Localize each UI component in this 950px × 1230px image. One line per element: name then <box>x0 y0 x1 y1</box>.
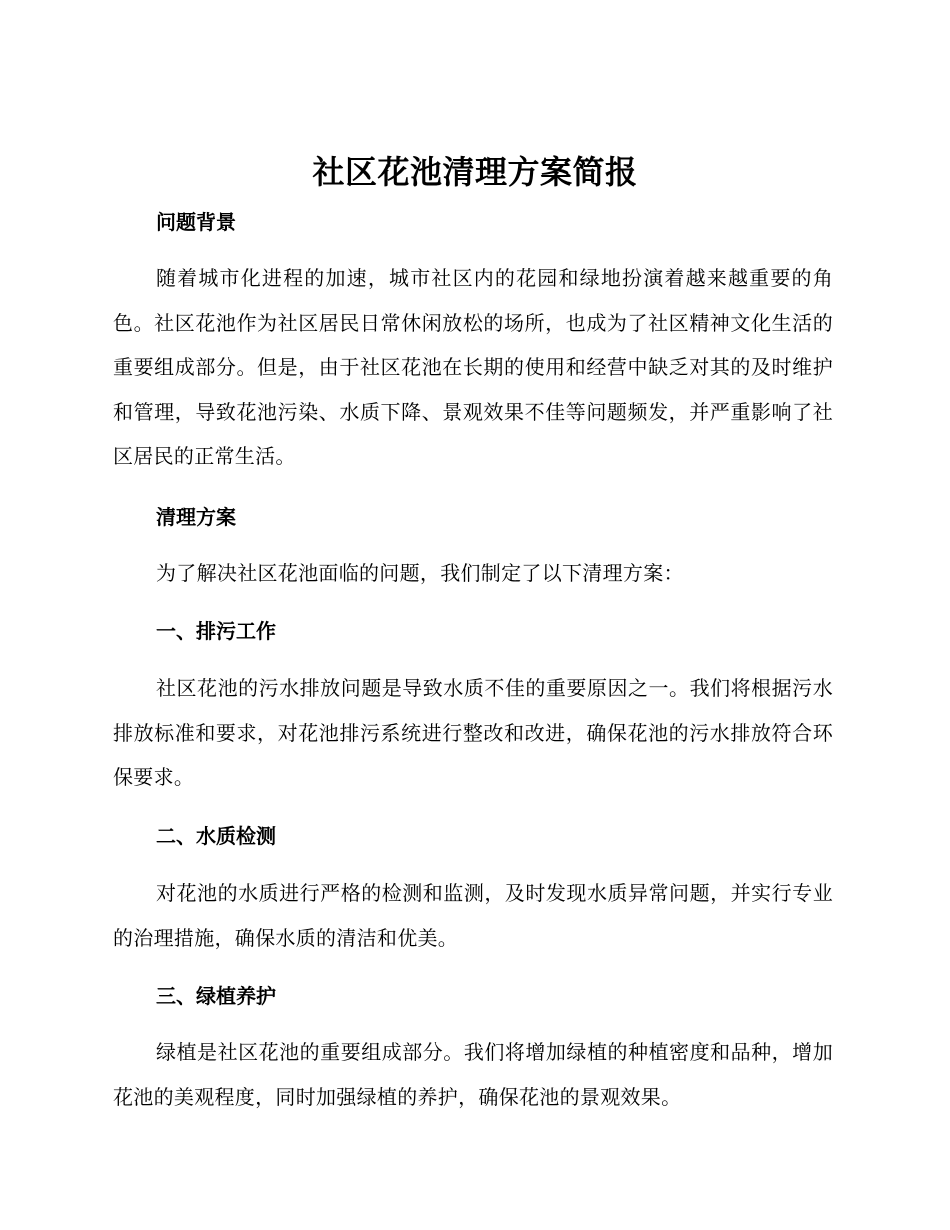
section-heading-background: 问题背景 <box>156 210 236 234</box>
paragraph-water-quality: 对花池的水质进行严格的检测和监测，及时发现水质异常问题，并实行专业的治理措施，确保水质的清洁和优美。 <box>113 881 833 950</box>
paragraph-greenery: 绿植是社区花池的重要组成部分。我们将增加绿植的种植密度和品种，增加花池的美观程度，同时加强绿植的养护，确保花池的景观效果。 <box>113 1040 833 1109</box>
paragraph-drainage: 社区花池的污水排放问题是导致水质不佳的重要原因之一。我们将根据污水排放标准和要求，对花池排污系统进行整改和改进，确保花池的污水排放符合环保要求。 <box>113 676 833 789</box>
section-heading-plan: 清理方案 <box>156 505 236 529</box>
section-heading-greenery: 三、绿植养护 <box>156 984 276 1008</box>
document-title: 社区花池清理方案简报 <box>312 153 638 191</box>
paragraph-plan-intro: 为了解决社区花池面临的问题，我们制定了以下清理方案： <box>156 561 684 585</box>
paragraph-background: 随着城市化进程的加速，城市社区内的花园和绿地扮演着越来越重要的角色。社区花池作为社区居民日常休闲放松的场所，也成为了社区精神文化生活的重要组成部分。但是，由于社区花池在长期的使用和经营中缺乏对其的及时维护和管理，导致花池污染、水质下降、景观效果不佳等问题频发，并严重影响了社区居民的正常生活。 <box>113 266 833 468</box>
section-heading-water-quality: 二、水质检测 <box>156 824 276 848</box>
section-heading-drainage: 一、排污工作 <box>156 619 276 643</box>
